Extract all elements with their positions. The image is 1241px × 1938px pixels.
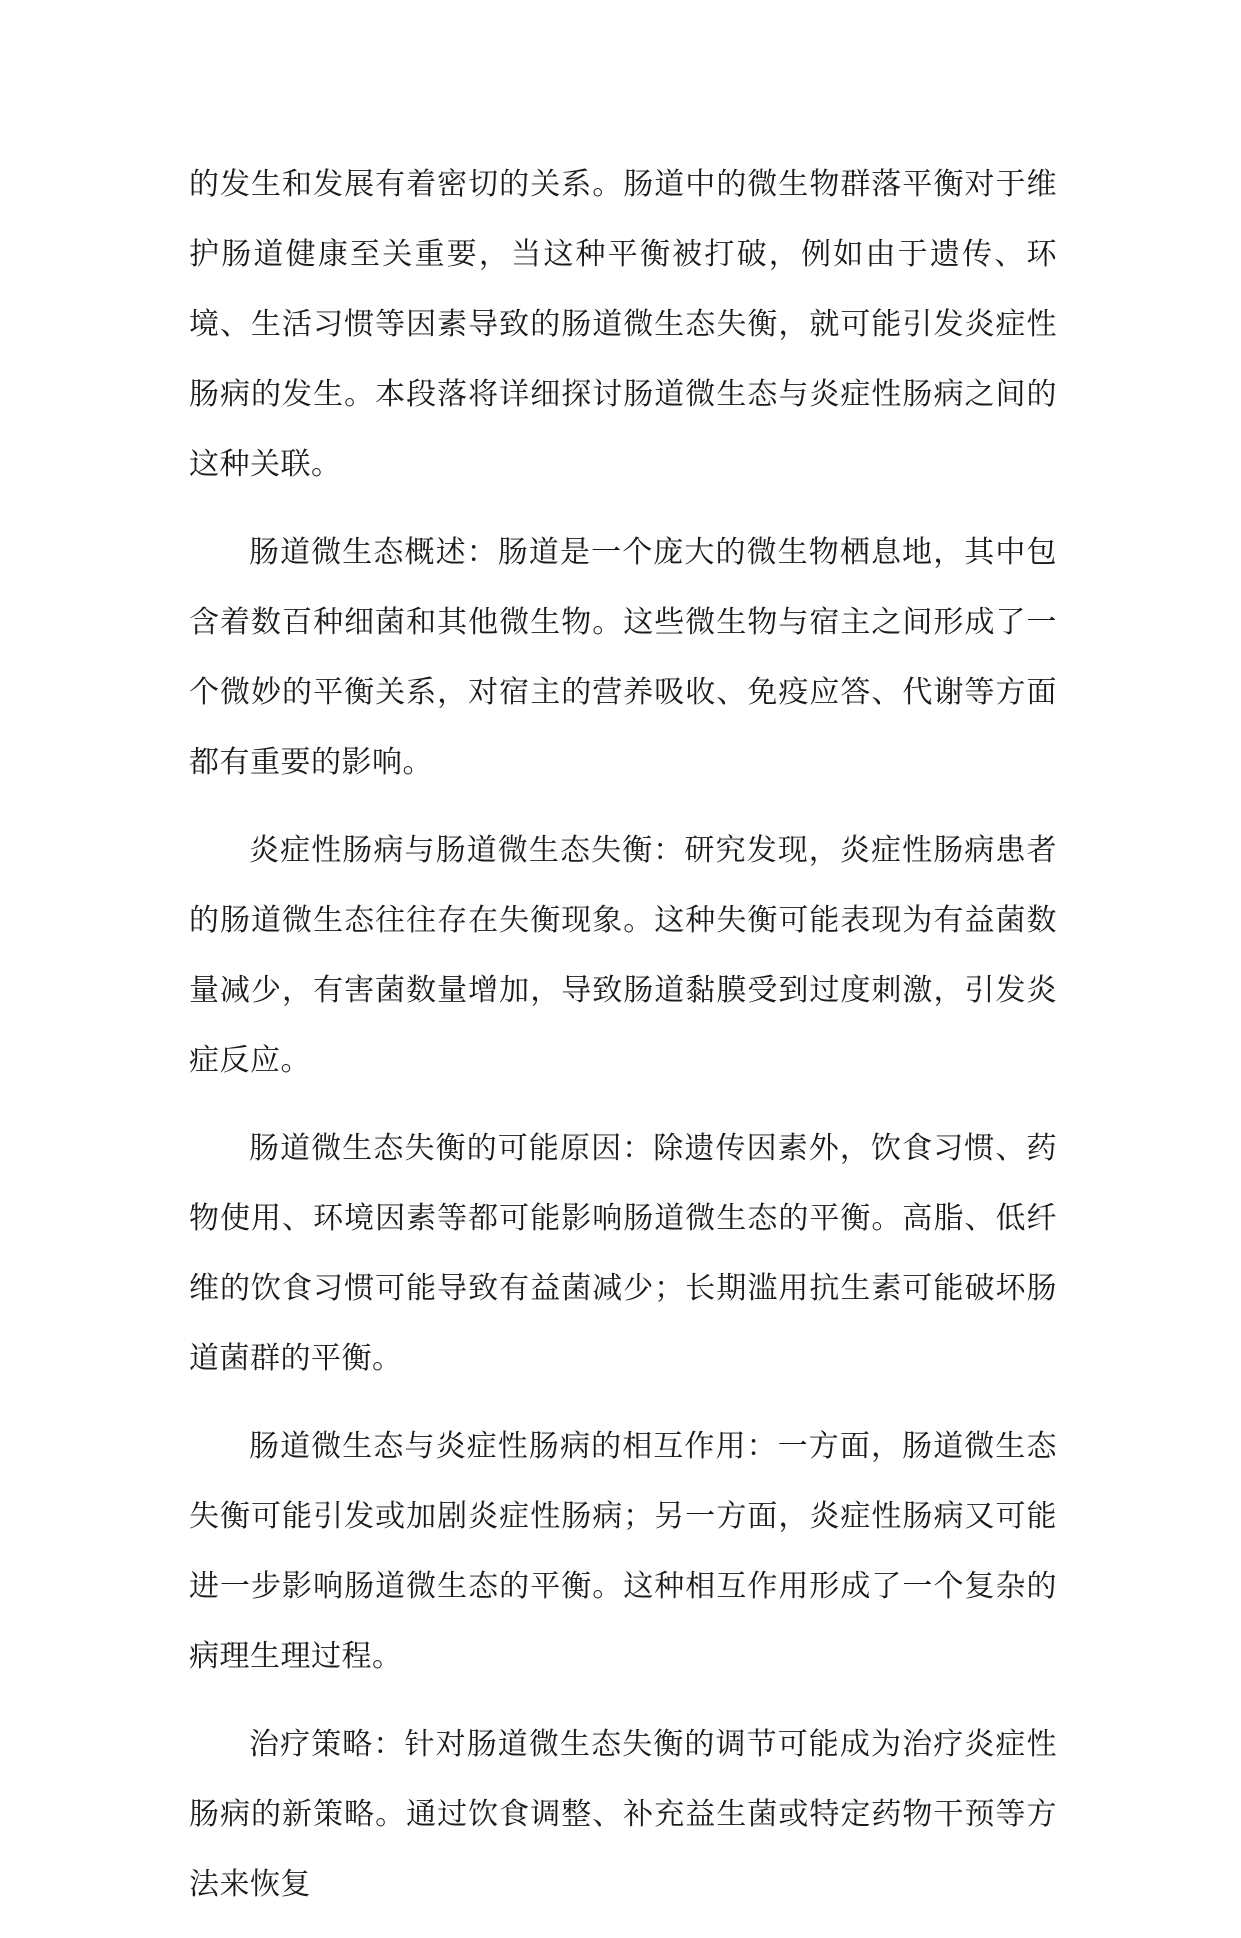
document-body: [189, 150, 1057, 1938]
paragraph-ibd-and-dysbiosis: 炎症性肠病与肠道微生态失衡：研究发现，炎症性肠病患者的肠道微生态往往存在失衡现象。这种失衡可能表现为有益菌数量减少，有害菌数量增加，导致肠道黏膜受到过度刺激，引发炎症反应。: [189, 833, 1057, 1078]
paragraph-dysbiosis-causes: 肠道微生态失衡的可能原因：除遗传因素外，饮食习惯、药物使用、环境因素等都可能影响肠道微生态的平衡。高脂、低纤维的饮食习惯可能导致有益菌减少；长期滥用抗生素可能破坏肠道菌群的平衡。: [189, 1131, 1057, 1376]
paragraph-interaction: 肠道微生态与炎症性肠病的相互作用：一方面，肠道微生态失衡可能引发或加剧炎症性肠病；另一方面，炎症性肠病又可能进一步影响肠道微生态的平衡。这种相互作用形成了一个复杂的病理生理过程。: [189, 1429, 1057, 1674]
paragraph-treatment-strategy: 治疗策略：针对肠道微生态失衡的调节可能成为治疗炎症性肠病的新策略。通过饮食调整、补充益生菌或特定药物干预等方法来恢复: [189, 1727, 1057, 1902]
paragraph-continuation: 的发生和发展有着密切的关系。肠道中的微生物群落平衡对于维护肠道健康至关重要，当这种平衡被打破，例如由于遗传、环境、生活习惯等因素导致的肠道微生态失衡，就可能引发炎症性肠病的发生。本段落将详细探讨肠道微生态与炎症性肠病之间的这种关联。: [189, 167, 1057, 482]
paragraph-gut-microecology-overview: 肠道微生态概述：肠道是一个庞大的微生物栖息地，其中包含着数百种细菌和其他微生物。这些微生物与宿主之间形成了一个微妙的平衡关系，对宿主的营养吸收、免疫应答、代谢等方面都有重要的影响。: [189, 535, 1057, 780]
